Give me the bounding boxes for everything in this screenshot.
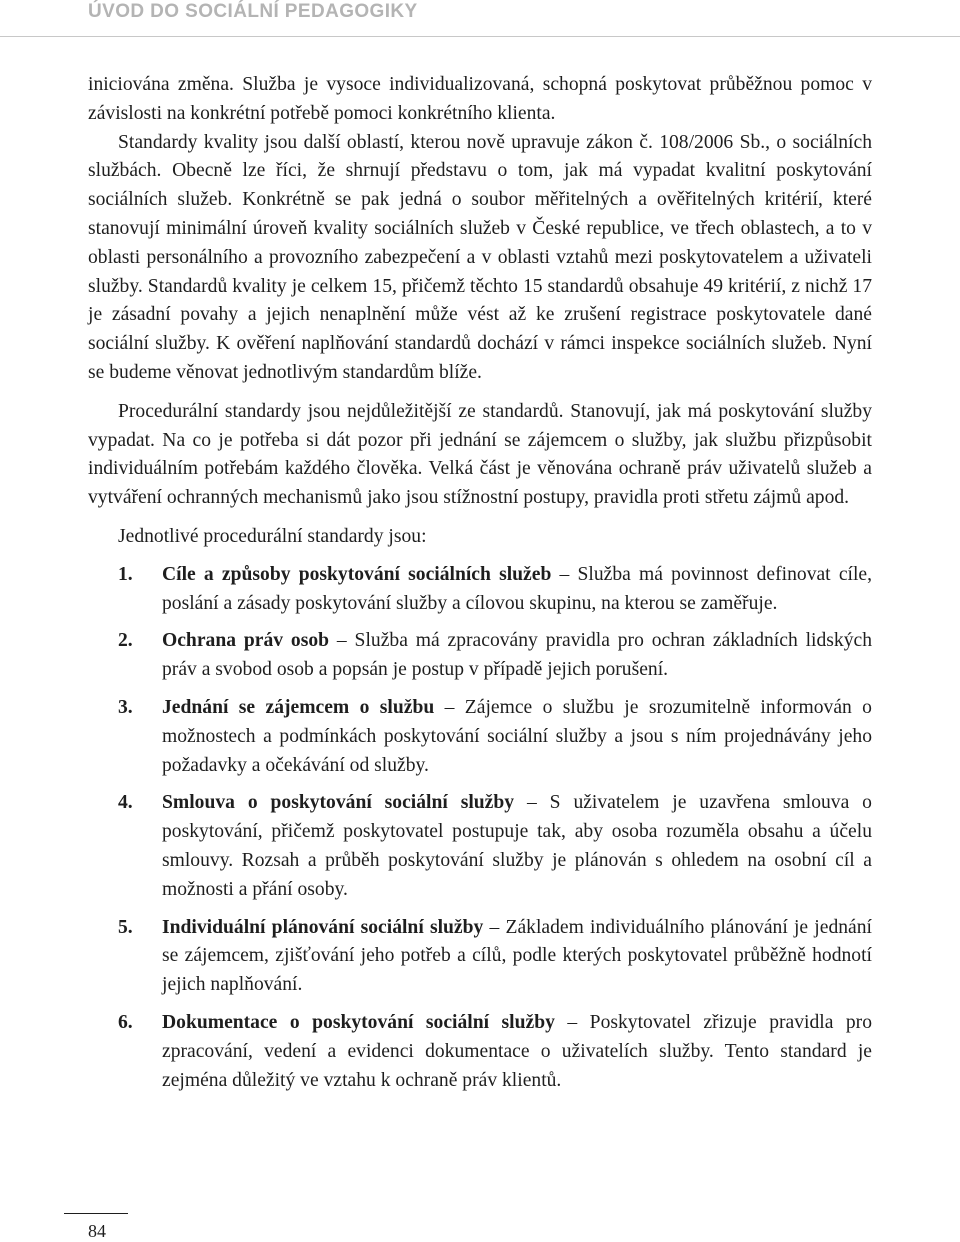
list-item-term: Smlouva o poskytování sociální služby (162, 792, 515, 814)
header-title: ÚVOD DO SOCIÁLNÍ PEDAGOGIKY (88, 1, 418, 22)
list-item-number: 4. (118, 792, 133, 814)
list-item-number: 3. (118, 696, 133, 718)
list-item-text: – S uživatelem je uzavřena smlouva o poskytování, přičemž poskytovatel postupuje tak, aby osoba rozuměla obsahu a účelu smlouvy. Rozsah a průběh poskytování služby je plánován s ohledem na osobní cíl a možnosti a přání osoby. (162, 792, 872, 900)
list-item-term: Jednání se zájemcem o službu (162, 696, 435, 718)
list-item-text: – Zájemce o službu je srozumitelně informován o možnostech a podmínkách poskytování sociální služby a jsou s ním projednávány jeho požadavky a očekávání od služby. (162, 696, 872, 776)
procedural-standards-list (88, 561, 872, 1096)
list-item (88, 561, 872, 619)
list-item-term: Individuální plánování sociální služby (162, 916, 484, 938)
list-item-number: 5. (118, 916, 133, 938)
list-item-text: – Služba má zpracovány pravidla pro ochran základních lidských práv a svobod osob a popsán je postup v případě jejich porušení. (162, 630, 873, 681)
list-intro: Jednotlivé procedurální standardy jsou: (118, 525, 427, 547)
footer-divider (64, 1213, 128, 1214)
list-item-number: 6. (118, 1011, 133, 1033)
list-item-term: Dokumentace o poskytování sociální služby (162, 1011, 555, 1033)
page-number: 84 (88, 1221, 106, 1241)
list-item (88, 914, 872, 1000)
list-item-text: – Služba má povinnost definovat cíle, poslání a zásady poskytování služby a cílovou skupinu, na kterou se zaměřuje. (162, 563, 872, 614)
list-item-text: – Poskytovatel zřizuje pravidla pro zpracování, vedení a evidenci dokumentace o uživatelích služby. Tento standard je zejména důležitý ve vztahu k ochraně práv klientů. (162, 1011, 872, 1091)
paragraph-quality-standards: Standardy kvality jsou další oblastí, kterou nově upravuje zákon č. 108/2006 Sb., o sociálních službách. Obecně lze říci, že shrnují představu o tom, jak má vypadat kvalitní poskytování sociálních služeb. Konkrétně se pak jedná o soubor měřitelných a ověřitelných kritérií, které stanovují minimální úroveň kvality sociálních služeb v České republice, ve třech oblastech, a to v oblasti personálního a provozního zabezpečení a v oblasti vztahů mezi poskytovatelem a uživateli služby. Standardů kvality je celkem 15, přičemž těchto 15 standardů obsahuje 49 kritérií, z nichž 17 je zásadní povahy a jejich nenaplnění může vést až ke zrušení registrace poskytovatele dané sociální služby. K ověření naplňování standardů dochází v rámci inspekce sociálních služeb. Nyní se budeme věnovat jednotlivým standardům blíže. (88, 131, 872, 383)
list-item-number: 2. (118, 630, 133, 652)
running-header (0, 0, 960, 37)
list-item-term: Cíle a způsoby poskytování sociálních služeb (162, 563, 552, 585)
list-item-text: – Základem individuálního plánování je jednání se zájemcem, zjišťování jeho potřeb a cílů, podle kterých poskytovatel průběžně hodnotí jejich naplňování. (162, 916, 872, 996)
paragraph-continuation: iniciována změna. Služba je vysoce individualizovaná, schopná poskytovat průběžnou pomoc v závislosti na konkrétní potřebě pomoci konkrétního klienta. (88, 74, 872, 124)
list-item-number: 1. (118, 563, 133, 585)
list-item (88, 1009, 872, 1095)
page-body (88, 71, 872, 1095)
paragraph-procedural-standards: Procedurální standardy jsou nejdůležitější ze standardů. Stanovují, jak má poskytování služby vypadat. Na co je potřeba si dát pozor při jednání se zájemcem o služby, jak službu přizpůsobit individuálním potřebám každého člověka. Velká část je věnována ochraně práv uživatelů služeb a vytváření ochranných mechanismů jako jsou stížnostní postupy, pravidla proti střetu zájmů apod. (88, 400, 872, 509)
list-item (88, 694, 872, 780)
list-item (88, 627, 872, 685)
list-item-term: Ochrana práv osob (162, 630, 330, 652)
list-item (88, 789, 872, 904)
